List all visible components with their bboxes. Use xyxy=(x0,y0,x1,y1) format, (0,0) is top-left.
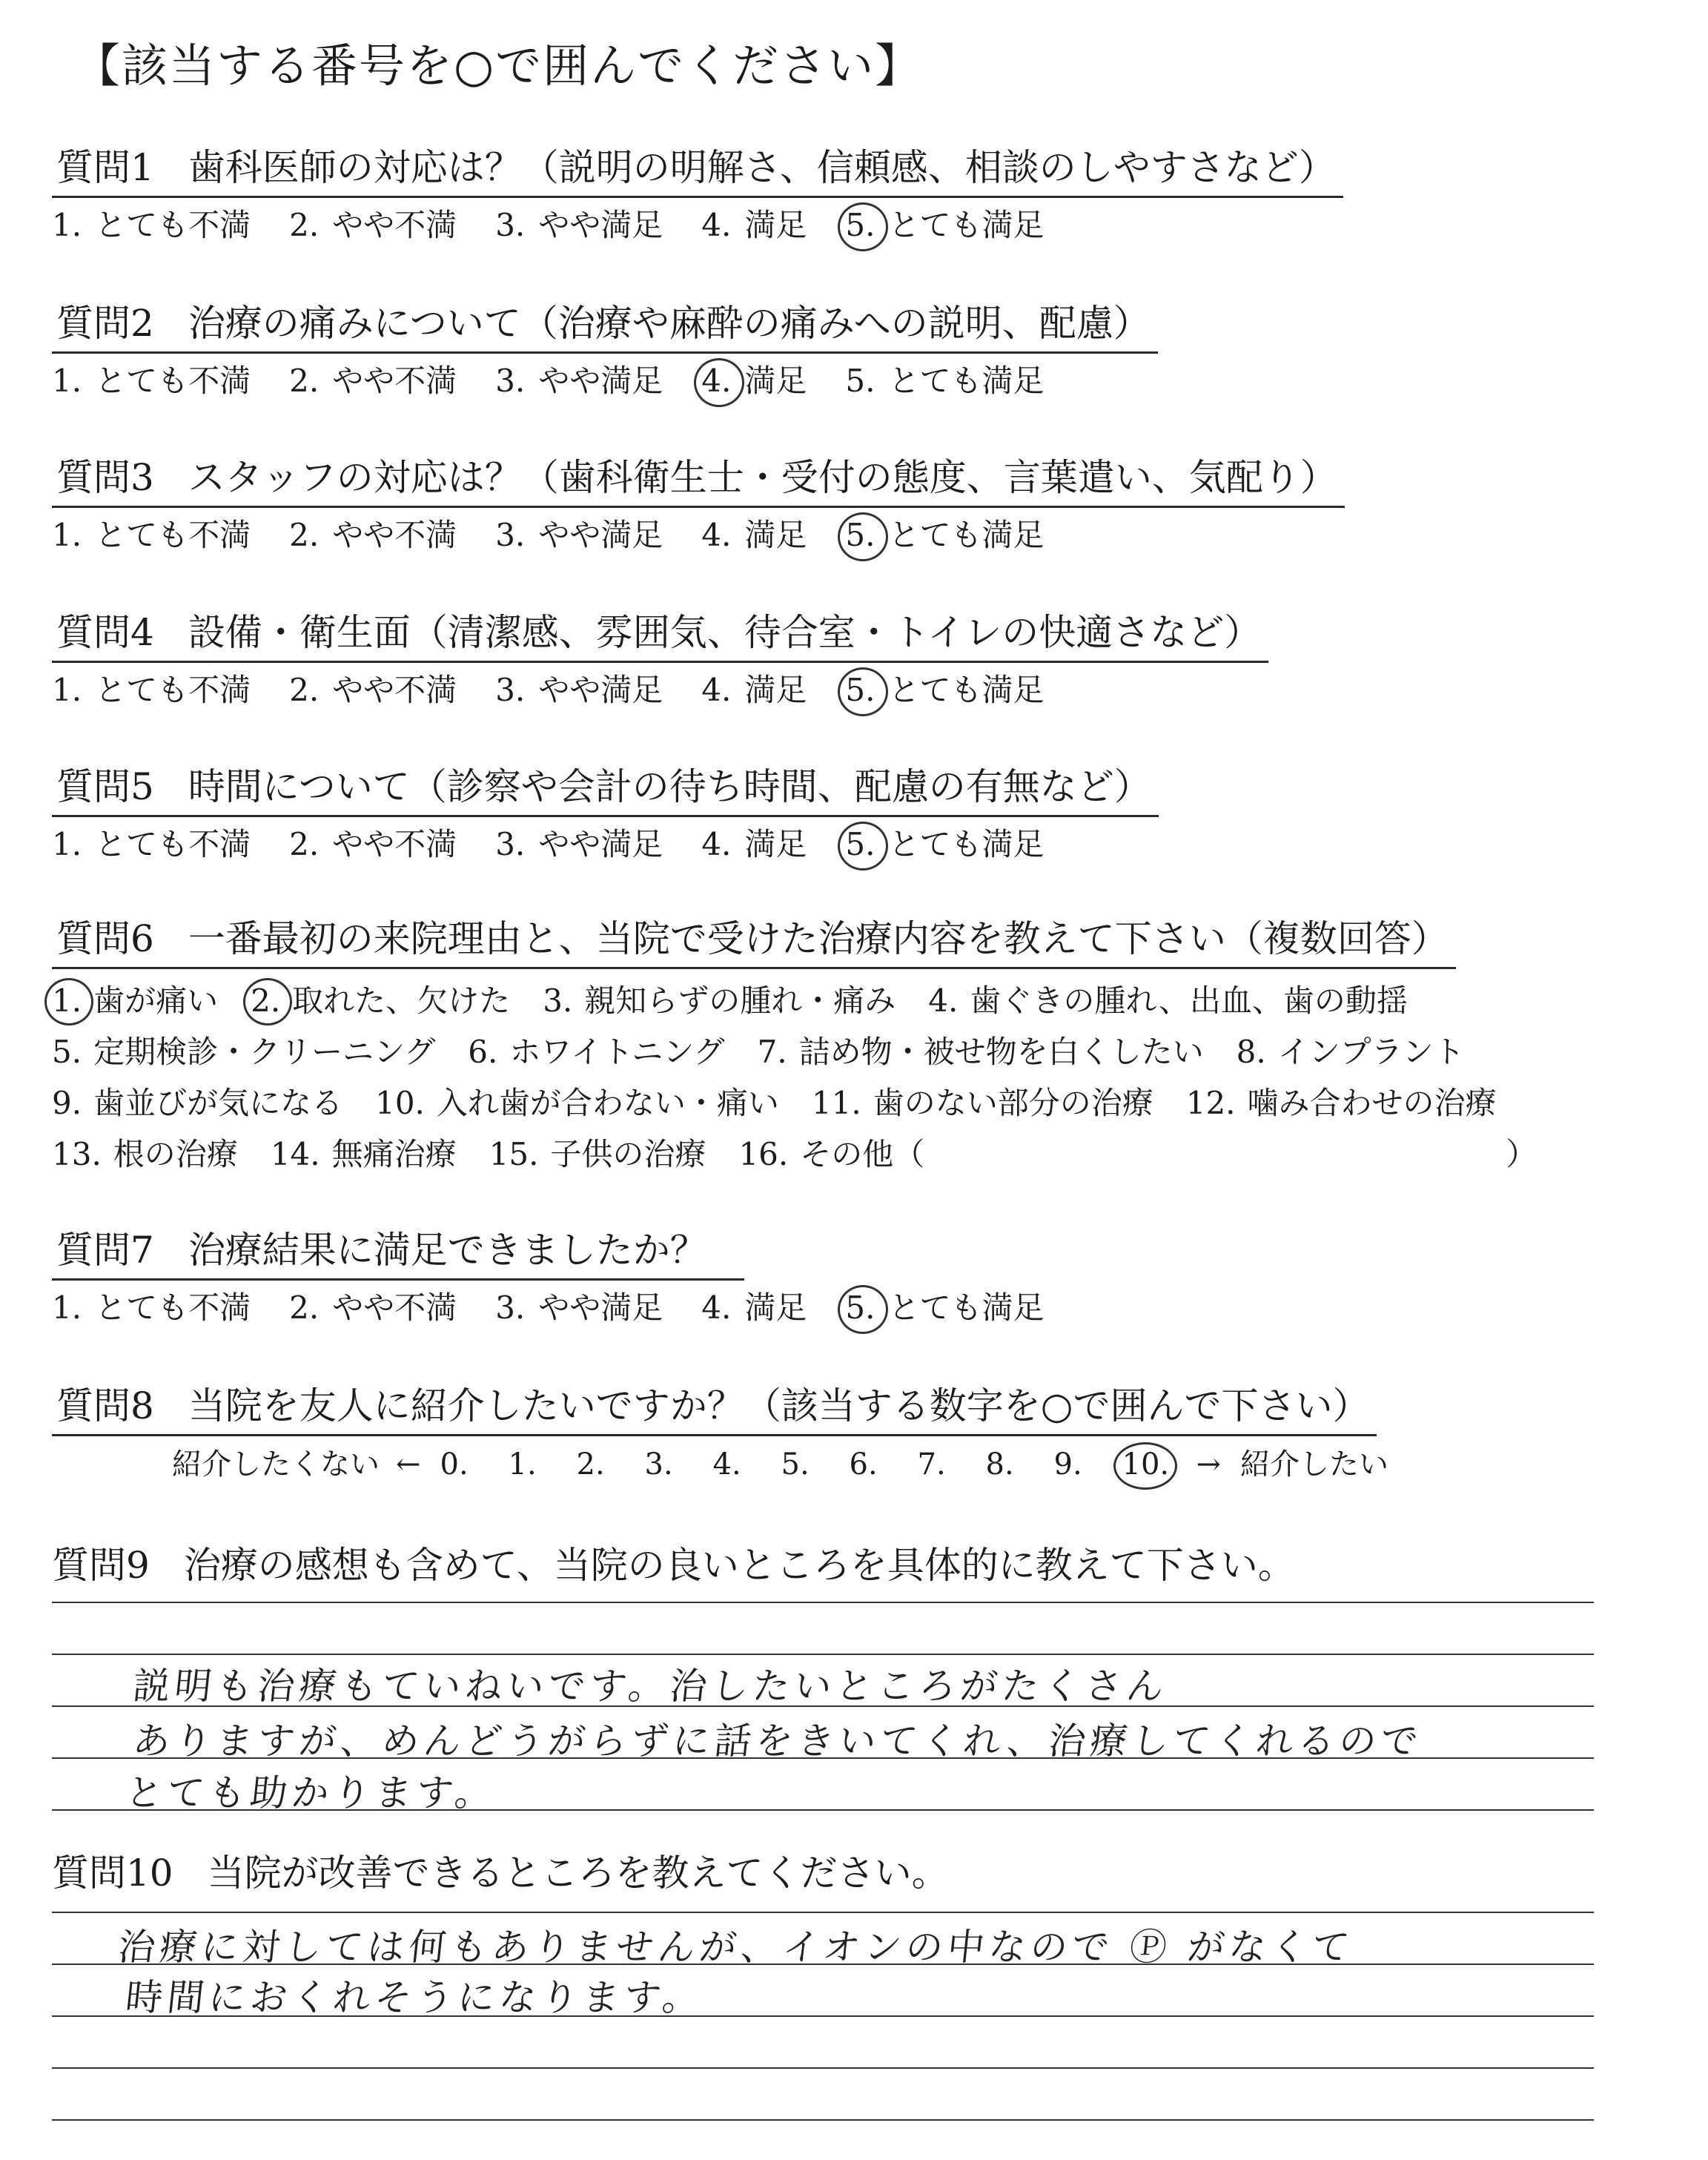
question-number: 質問5 xyxy=(56,765,154,808)
question-title xyxy=(52,145,1343,198)
handwritten-answer-line: 時間におくれそうになります。 xyxy=(123,1976,706,2019)
choice-option[interactable] xyxy=(52,975,218,1026)
question-number: 質問10 xyxy=(52,1852,173,1895)
option-label: とても不満 xyxy=(95,206,251,243)
question-3 xyxy=(52,455,1668,555)
option-label: 満足 xyxy=(744,206,807,243)
question-7 xyxy=(52,1227,1668,1328)
option-label: とても不満 xyxy=(95,671,251,708)
option-number: 1. xyxy=(52,1289,82,1326)
other-close-paren: ） xyxy=(1506,1135,1537,1172)
rating-option-4[interactable] xyxy=(701,1288,807,1329)
question-text: 治療の感想も含めて、当院の良いところを具体的に教えて下さい。 xyxy=(183,1544,1295,1587)
scale-value[interactable]: 7. xyxy=(917,1447,946,1482)
option-label: 無痛治療 xyxy=(331,1135,457,1172)
option-label: やや満足 xyxy=(538,206,663,243)
rating-option-5[interactable] xyxy=(845,670,1044,711)
question-number: 質問4 xyxy=(56,611,154,654)
option-number: 8. xyxy=(1236,1033,1266,1070)
rating-option-2[interactable] xyxy=(289,361,457,402)
question-text: スタッフの対応は？（歯科衛生士・受付の態度、言葉遣い、気配り） xyxy=(188,456,1337,499)
scale-value[interactable]: 3. xyxy=(644,1447,673,1482)
option-number: 5. xyxy=(845,671,875,708)
scale-value[interactable]: 10. xyxy=(1122,1445,1191,1484)
option-number: 2. xyxy=(289,671,320,708)
option-label: とても不満 xyxy=(95,516,251,553)
option-label: 歯のない部分の治療 xyxy=(873,1084,1153,1121)
scale-value[interactable]: 1. xyxy=(508,1447,537,1482)
choice-option[interactable] xyxy=(271,1129,457,1180)
option-label: とても満足 xyxy=(888,206,1045,243)
option-label: 取れた、欠けた xyxy=(292,982,511,1019)
rating-option-4[interactable] xyxy=(701,205,807,246)
option-number: 1. xyxy=(52,825,82,862)
option-label: とても満足 xyxy=(888,1289,1045,1326)
question-title xyxy=(52,610,1268,663)
option-number: 4. xyxy=(701,206,732,243)
option-label: 入れ歯が合わない・痛い xyxy=(436,1084,779,1121)
option-number: 9. xyxy=(52,1084,82,1121)
option-label: やや不満 xyxy=(332,825,457,862)
option-label: 満足 xyxy=(744,362,807,399)
question-5 xyxy=(52,764,1668,865)
question-number: 質問8 xyxy=(56,1384,154,1427)
option-number: 1. xyxy=(52,206,82,243)
option-number: 12. xyxy=(1185,1084,1236,1121)
option-label: やや満足 xyxy=(538,516,663,553)
handwritten-answer-line: 説明も治療もていねいです。治したいところがたくさん xyxy=(130,1665,1171,1708)
option-number: 5. xyxy=(845,362,875,399)
option-label: 満足 xyxy=(744,516,807,553)
handwritten-answer-line: 治療に対しては何もありませんが、イオンの中なので Ⓟ がなくて xyxy=(116,1926,1356,1969)
rating-options xyxy=(52,670,1668,711)
option-label: 満足 xyxy=(744,671,807,708)
option-label: やや満足 xyxy=(538,362,663,399)
option-label: 噛み合わせの治療 xyxy=(1247,1084,1497,1121)
rating-option-3[interactable] xyxy=(495,361,663,402)
option-label: 子供の治療 xyxy=(550,1135,706,1172)
arrow-right-icon: → xyxy=(1196,1447,1222,1482)
option-number: 4. xyxy=(701,516,732,553)
choice-option[interactable] xyxy=(738,1129,924,1180)
scale-value[interactable]: 5. xyxy=(781,1447,810,1482)
choice-option[interactable] xyxy=(251,975,510,1026)
rating-option-5[interactable] xyxy=(845,825,1044,865)
question-number: 質問7 xyxy=(56,1229,154,1272)
choice-option[interactable] xyxy=(928,975,1408,1026)
option-row xyxy=(52,975,1668,1026)
rating-options xyxy=(52,825,1668,865)
question-1 xyxy=(52,145,1668,245)
option-number: 1. xyxy=(52,671,82,708)
choice-option[interactable] xyxy=(489,1129,706,1180)
rating-options xyxy=(52,1288,1668,1329)
question-number: 質問9 xyxy=(52,1544,150,1587)
option-label: 歯ぐきの腫れ、出血、歯の動揺 xyxy=(970,982,1408,1019)
rating-option-2[interactable] xyxy=(289,1288,457,1329)
option-label: インプラント xyxy=(1277,1033,1465,1070)
option-label: やや満足 xyxy=(538,825,663,862)
rating-option-4[interactable] xyxy=(701,825,807,865)
option-label: 満足 xyxy=(744,1289,807,1326)
question-title xyxy=(52,1383,1377,1436)
rating-option-3[interactable] xyxy=(495,205,663,246)
choice-option[interactable] xyxy=(1186,1077,1497,1129)
rating-option-4[interactable] xyxy=(701,515,807,556)
scale-left-label: 紹介したくない xyxy=(172,1447,380,1482)
option-label: とても満足 xyxy=(888,516,1045,553)
option-number: 5. xyxy=(845,825,875,862)
rating-option-4[interactable] xyxy=(701,361,807,402)
option-number: 3. xyxy=(495,825,526,862)
question-text: 時間について（診察や会計の待ち時間、配慮の有無など） xyxy=(188,765,1151,808)
option-number: 15. xyxy=(489,1135,539,1172)
rating-options xyxy=(52,515,1668,556)
option-number: 3. xyxy=(495,362,526,399)
option-label: 根の治療 xyxy=(113,1135,238,1172)
option-number: 1. xyxy=(52,516,82,553)
answer-line xyxy=(52,1602,1594,1603)
rating-option-1[interactable] xyxy=(52,361,251,402)
question-text: 設備・衛生面（清潔感、雰囲気、待合室・トイレの快適さなど） xyxy=(188,611,1262,654)
rating-option-5[interactable] xyxy=(845,205,1044,246)
question-title xyxy=(52,300,1158,354)
option-number: 4. xyxy=(701,671,732,708)
choice-option[interactable] xyxy=(52,1026,435,1077)
question-title xyxy=(52,455,1345,508)
option-label: やや不満 xyxy=(332,1289,457,1326)
option-label: 親知らずの腫れ・痛み xyxy=(584,982,896,1019)
option-label: やや不満 xyxy=(332,671,457,708)
option-label: やや不満 xyxy=(332,516,457,553)
scale-value[interactable]: 2. xyxy=(576,1447,605,1482)
option-label: 歯並びが気になる xyxy=(93,1084,343,1121)
rating-option-3[interactable] xyxy=(495,1288,663,1329)
choice-option[interactable] xyxy=(468,1026,724,1077)
option-label: とても不満 xyxy=(95,1289,251,1326)
choice-option[interactable] xyxy=(812,1077,1153,1129)
rating-option-2[interactable] xyxy=(289,205,457,246)
option-label: 満足 xyxy=(744,825,807,862)
question-text: 当院が改善できるところを教えてください。 xyxy=(207,1852,949,1895)
option-label: やや不満 xyxy=(332,206,457,243)
option-label: 定期検診・クリーニング xyxy=(93,1033,436,1070)
choice-option[interactable] xyxy=(52,1077,342,1129)
option-label: その他（ xyxy=(800,1135,925,1172)
choice-option[interactable] xyxy=(543,975,896,1026)
option-number: 2. xyxy=(289,1289,320,1326)
question-text: 治療結果に満足できましたか？ xyxy=(188,1229,707,1272)
scale-value[interactable]: 0. xyxy=(440,1447,469,1482)
question-number: 質問6 xyxy=(56,917,154,960)
scale-right-label: 紹介したい xyxy=(1240,1447,1389,1482)
answer-line xyxy=(52,2119,1594,2121)
scale-value[interactable]: 9. xyxy=(1053,1447,1082,1482)
rating-option-3[interactable] xyxy=(495,515,663,556)
option-number: 1. xyxy=(52,982,82,1019)
rating-option-3[interactable] xyxy=(495,670,663,711)
multi-choice-options xyxy=(52,975,1668,1180)
question-number: 質問1 xyxy=(56,146,154,189)
rating-option-1[interactable] xyxy=(52,670,251,711)
page-title: 【該当する番号を○で囲んでください】 xyxy=(74,39,923,93)
rating-option-5[interactable] xyxy=(845,1288,1044,1329)
question-title xyxy=(52,764,1159,817)
option-label: やや満足 xyxy=(538,671,663,708)
scale-value[interactable]: 6. xyxy=(849,1447,878,1482)
rating-option-1[interactable] xyxy=(52,205,251,246)
option-number: 2. xyxy=(251,982,281,1019)
rating-option-1[interactable] xyxy=(52,825,251,865)
question-10-title xyxy=(52,1850,949,1897)
option-label: 詰め物・被せ物を白くしたい xyxy=(798,1033,1204,1070)
question-9-title xyxy=(52,1542,1295,1589)
option-number: 14. xyxy=(270,1135,320,1172)
rating-option-5[interactable] xyxy=(845,515,1044,556)
option-label: やや満足 xyxy=(538,1289,663,1326)
question-text: 治療の痛みについて（治療や麻酔の痛みへの説明、配慮） xyxy=(188,302,1151,345)
question-text: 一番最初の来院理由と、当院で受けた治療内容を教えて下さい（複数回答） xyxy=(188,917,1449,960)
option-number: 3. xyxy=(495,206,526,243)
option-number: 4. xyxy=(701,1289,732,1326)
answer-line xyxy=(52,2067,1594,2069)
choice-option[interactable] xyxy=(375,1077,779,1129)
question-4 xyxy=(52,610,1668,710)
choice-option[interactable] xyxy=(758,1026,1204,1077)
question-text: 歯科医師の対応は？（説明の明解さ、信頼感、相談のしやすさなど） xyxy=(188,146,1336,189)
option-row xyxy=(52,1129,1668,1180)
rating-option-1[interactable] xyxy=(52,1288,251,1329)
question-title xyxy=(52,916,1456,969)
question-number: 質問2 xyxy=(56,302,154,345)
option-number: 2. xyxy=(289,362,320,399)
option-number: 13. xyxy=(52,1135,102,1172)
option-number: 5. xyxy=(52,1033,82,1070)
option-label: とても不満 xyxy=(95,362,251,399)
option-number: 3. xyxy=(495,1289,526,1326)
option-number: 3. xyxy=(495,671,526,708)
option-label: ホワイトニング xyxy=(509,1033,725,1070)
option-number: 16. xyxy=(738,1135,789,1172)
option-number: 4. xyxy=(701,362,732,399)
rating-option-2[interactable] xyxy=(289,825,457,865)
option-row xyxy=(52,1026,1668,1077)
option-number: 5. xyxy=(845,206,875,243)
rating-options xyxy=(52,361,1668,402)
question-8 xyxy=(52,1383,1668,1484)
option-row xyxy=(52,1077,1668,1129)
option-label: とても満足 xyxy=(888,671,1045,708)
option-number: 2. xyxy=(289,516,320,553)
question-text: 当院を友人に紹介したいですか？（該当する数字を○で囲んで下さい） xyxy=(188,1384,1370,1427)
choice-option[interactable] xyxy=(1237,1026,1465,1077)
rating-option-4[interactable] xyxy=(701,670,807,711)
option-number: 10. xyxy=(375,1084,425,1121)
rating-option-5[interactable] xyxy=(845,361,1044,402)
option-number: 6. xyxy=(468,1033,498,1070)
option-number: 11. xyxy=(811,1084,861,1121)
scale-value[interactable]: 8. xyxy=(985,1447,1014,1482)
option-label: 歯が痛い xyxy=(93,982,219,1019)
option-number: 5. xyxy=(845,1289,875,1326)
option-number: 7. xyxy=(757,1033,787,1070)
option-number: 2. xyxy=(289,825,320,862)
recommend-scale xyxy=(156,1445,1668,1484)
option-number: 2. xyxy=(289,206,320,243)
rating-option-1[interactable] xyxy=(52,515,251,556)
option-label: とても満足 xyxy=(888,362,1045,399)
handwritten-answer-line: ありますが、めんどうがらずに話をきいてくれ、治療してくれるので xyxy=(130,1720,1425,1763)
rating-options xyxy=(52,205,1668,246)
option-number: 3. xyxy=(495,516,526,553)
rating-option-2[interactable] xyxy=(289,670,457,711)
option-number: 4. xyxy=(928,982,959,1019)
question-2 xyxy=(52,300,1668,401)
question-title xyxy=(52,1227,744,1281)
option-number: 3. xyxy=(543,982,573,1019)
option-label: とても満足 xyxy=(888,825,1045,862)
handwritten-answer-line: とても助かります。 xyxy=(123,1771,499,1814)
option-number: 1. xyxy=(52,362,82,399)
option-label: とても不満 xyxy=(95,825,251,862)
arrow-left-icon: ← xyxy=(396,1447,421,1482)
option-number: 5. xyxy=(845,516,875,553)
rating-option-3[interactable] xyxy=(495,825,663,865)
scale-value[interactable]: 4. xyxy=(712,1447,741,1482)
answer-line xyxy=(52,1654,1594,1655)
option-label: やや不満 xyxy=(332,362,457,399)
question-6 xyxy=(52,916,1668,1180)
choice-option[interactable] xyxy=(52,1129,238,1180)
option-number: 4. xyxy=(701,825,732,862)
answer-line xyxy=(52,1912,1594,1913)
rating-option-2[interactable] xyxy=(289,515,457,556)
question-number: 質問3 xyxy=(56,456,154,499)
